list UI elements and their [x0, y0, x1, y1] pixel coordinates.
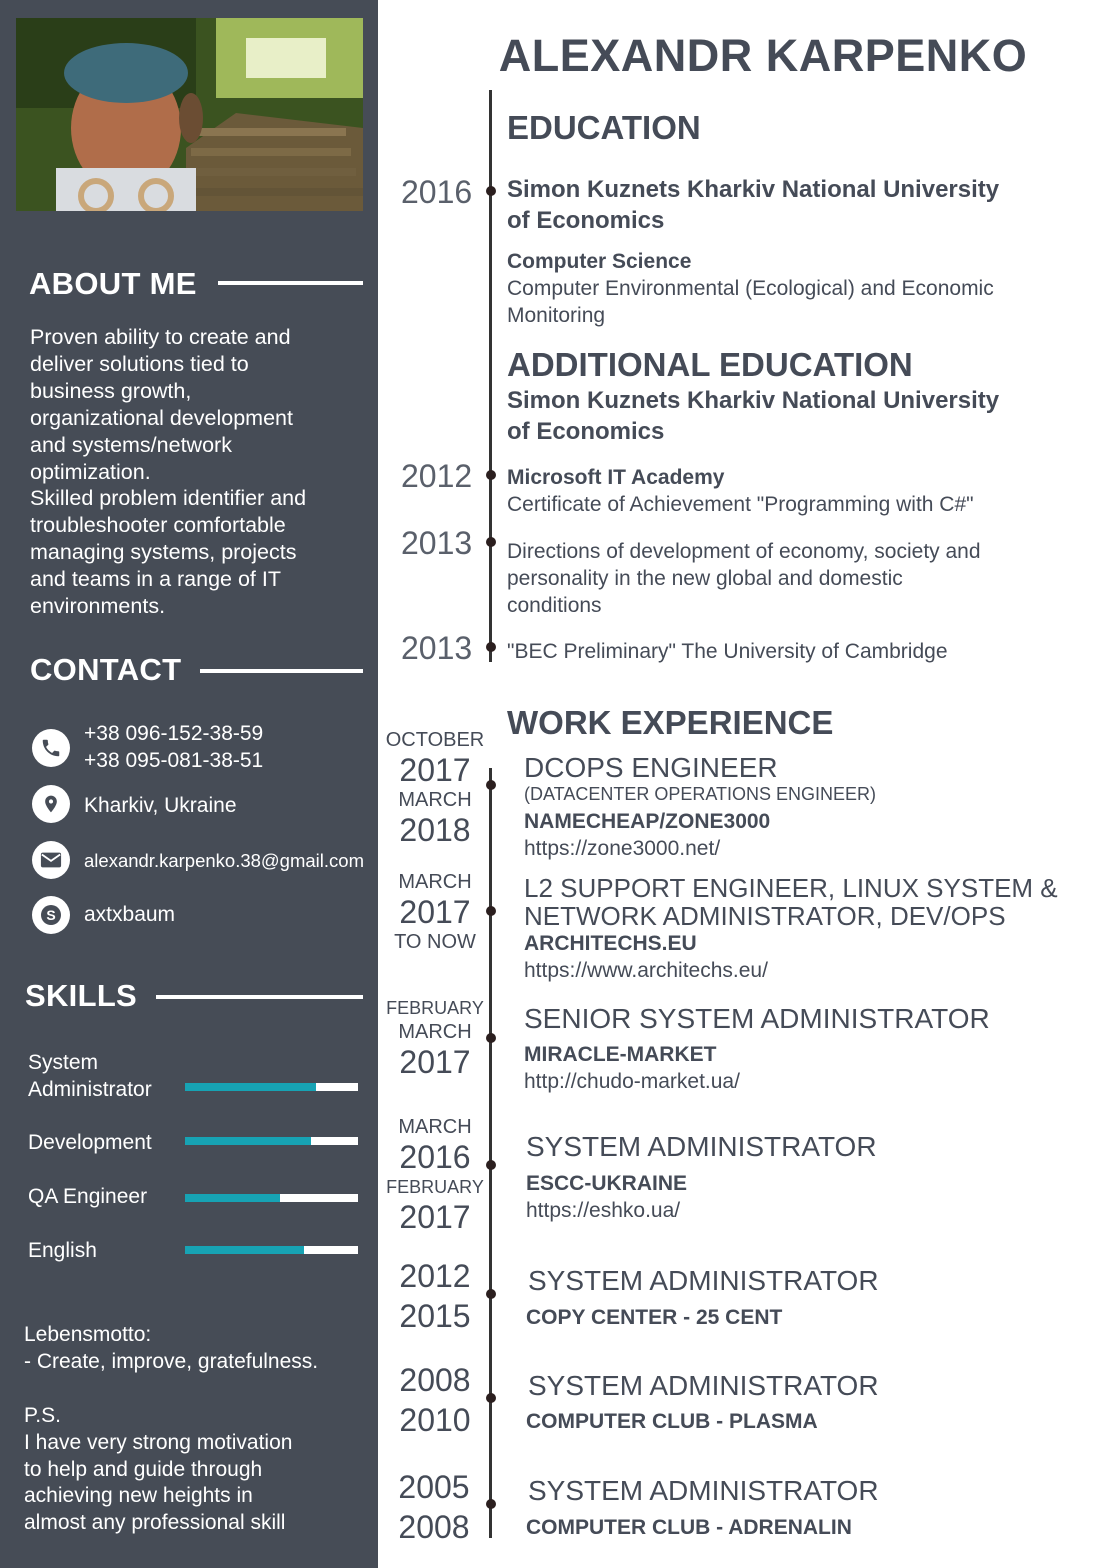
candidate-name: ALEXANDR KARPENKO — [498, 30, 1028, 81]
date-month: MARCH — [398, 789, 472, 811]
job-title: SENIOR SYSTEM ADMINISTRATOR — [524, 1003, 990, 1034]
education-field: Computer Science — [507, 250, 692, 273]
job-company: ARCHITECHS.EU — [524, 932, 697, 955]
skill-bar-fill — [185, 1083, 316, 1091]
skills-divider — [156, 995, 363, 999]
job-url[interactable]: https://zone3000.net/ — [524, 837, 721, 860]
timeline-dot — [486, 780, 496, 790]
job-company: COPY CENTER - 25 CENT — [526, 1306, 783, 1329]
work-heading: WORK EXPERIENCE — [507, 704, 834, 741]
date-month: MARCH — [398, 1116, 472, 1138]
job-title: SYSTEM ADMINISTRATOR — [528, 1370, 879, 1401]
skill-bar — [185, 1137, 358, 1145]
sidebar — [0, 0, 378, 1568]
job-company: COMPUTER CLUB - ADRENALIN — [526, 1516, 852, 1539]
date-month: MARCH — [398, 1021, 472, 1043]
additional-education-institution: Simon Kuznets Kharkiv National University of Economics — [507, 387, 1000, 445]
date-month: FEBRUARY — [386, 998, 484, 1018]
about-heading: ABOUT ME — [29, 266, 197, 301]
about-text: Proven ability to create and deliver solutions tied to business growth, organizational development and systems/network optimization. Skilled problem identifier and troubleshooter comfortable managing systems, projects and teams in a range of IT environments. — [30, 325, 307, 619]
job-url[interactable]: http://chudo-market.ua/ — [524, 1070, 740, 1093]
phone-1[interactable]: +38 096-152-38-59 — [84, 722, 264, 745]
job-dates — [385, 1360, 485, 1440]
education-program: Computer Environmental (Ecological) and Economic Monitoring — [507, 277, 994, 327]
skill-label: English — [28, 1239, 97, 1262]
job-dates — [385, 870, 485, 954]
job-title: SYSTEM ADMINISTRATOR — [528, 1475, 879, 1506]
additional-education-text: Certificate of Achievement "Programming with C#" — [507, 493, 974, 516]
skill-bar — [185, 1194, 358, 1202]
motto-text: Lebensmotto: - Create, improve, gratefulness. P.S. I have very strong motivation to help and guide through achieving new heights in almost any professional skill — [24, 1323, 319, 1535]
skill-bar — [185, 1083, 358, 1091]
date-year: 2017 — [399, 1044, 471, 1080]
timeline-dot — [486, 1499, 496, 1509]
additional-education-year: 2012 — [401, 458, 473, 494]
date-year: 2005 — [398, 1469, 470, 1505]
additional-education-text: "BEC Preliminary" The University of Cambridge — [507, 640, 948, 663]
skype-username[interactable]: axtxbaum — [84, 903, 176, 926]
skill-label: System Administrator — [28, 1051, 152, 1101]
education-institution: Simon Kuznets Kharkiv National University of Economics — [507, 176, 1000, 234]
job-url[interactable]: https://www.architechs.eu/ — [524, 959, 768, 982]
additional-education-heading: ADDITIONAL EDUCATION — [507, 346, 913, 383]
job-dates — [384, 1467, 484, 1547]
timeline-dot — [486, 1160, 496, 1170]
email-icon — [32, 841, 70, 879]
job-dates — [385, 1115, 485, 1235]
date-year: 2018 — [399, 812, 471, 848]
timeline-dot — [486, 186, 496, 196]
skill-bar-fill — [185, 1137, 311, 1145]
skills-heading: SKILLS — [25, 978, 138, 1013]
additional-education-title: Microsoft IT Academy — [507, 466, 725, 489]
timeline-dot — [486, 906, 496, 916]
date-year: 2017 — [399, 752, 471, 788]
job-company: NAMECHEAP/ZONE3000 — [524, 810, 771, 833]
job-company: MIRACLE-MARKET — [524, 1043, 717, 1066]
date-year: 2017 — [399, 894, 471, 930]
job-company: COMPUTER CLUB - PLASMA — [526, 1410, 818, 1433]
skype-icon — [32, 896, 70, 934]
date-year: 2010 — [399, 1402, 471, 1438]
skill-bar-fill — [185, 1246, 304, 1254]
skill-label: QA Engineer — [28, 1185, 148, 1208]
additional-education-year: 2013 — [401, 630, 473, 666]
education-heading: EDUCATION — [507, 109, 701, 146]
svg-text:S: S — [46, 907, 56, 923]
date-month: FEBRUARY — [386, 1177, 484, 1197]
job-url[interactable]: https://eshko.ua/ — [526, 1199, 681, 1222]
phone-icon — [32, 729, 70, 767]
phone-2[interactable]: +38 095-081-38-51 — [84, 749, 264, 772]
additional-education-year: 2013 — [401, 525, 473, 561]
work-timeline — [489, 768, 492, 1538]
about-divider — [218, 281, 363, 285]
education-year: 2016 — [401, 174, 473, 210]
job-dates — [385, 996, 485, 1080]
email[interactable]: alexandr.karpenko.38@gmail.com — [84, 850, 364, 871]
date-month: OCTOBER — [385, 729, 485, 751]
date-year: 2012 — [399, 1258, 471, 1294]
job-dates — [385, 728, 485, 848]
timeline-dot — [486, 1393, 496, 1403]
timeline-dot — [486, 1033, 496, 1043]
date-year: 2015 — [399, 1298, 471, 1334]
contact-heading: CONTACT — [30, 652, 182, 687]
skill-bar-fill — [185, 1194, 280, 1202]
date-year: 2008 — [399, 1362, 471, 1398]
skill-label: Development — [28, 1131, 152, 1154]
location-pin-icon — [32, 785, 70, 823]
date-year: 2008 — [398, 1509, 470, 1545]
date-year: 2017 — [399, 1199, 471, 1235]
additional-education-text: Directions of development of economy, society and personality in the new global and domestic conditions — [507, 540, 981, 617]
contact-divider — [200, 669, 363, 673]
date-year: 2016 — [399, 1139, 471, 1175]
job-title: L2 SUPPORT ENGINEER, LINUX SYSTEM & NETWORK ADMINISTRATOR, DEV/OPS — [524, 873, 1058, 931]
education-timeline — [489, 90, 492, 662]
job-title: DCOPS ENGINEER — [524, 752, 778, 783]
profile-photo — [16, 18, 363, 211]
job-subtitle: (DATACENTER OPERATIONS ENGINEER) — [524, 784, 877, 804]
timeline-dot — [486, 1289, 496, 1299]
date-month: TO NOW — [394, 931, 476, 953]
timeline-dot — [486, 470, 496, 480]
timeline-dot — [486, 642, 496, 652]
location: Kharkiv, Ukraine — [84, 794, 237, 817]
skill-bar — [185, 1246, 358, 1254]
job-title: SYSTEM ADMINISTRATOR — [528, 1265, 879, 1296]
job-company: ESCC-UKRAINE — [526, 1172, 688, 1195]
job-title: SYSTEM ADMINISTRATOR — [526, 1131, 877, 1162]
date-month: MARCH — [398, 871, 472, 893]
job-dates — [385, 1256, 485, 1336]
timeline-dot — [486, 537, 496, 547]
